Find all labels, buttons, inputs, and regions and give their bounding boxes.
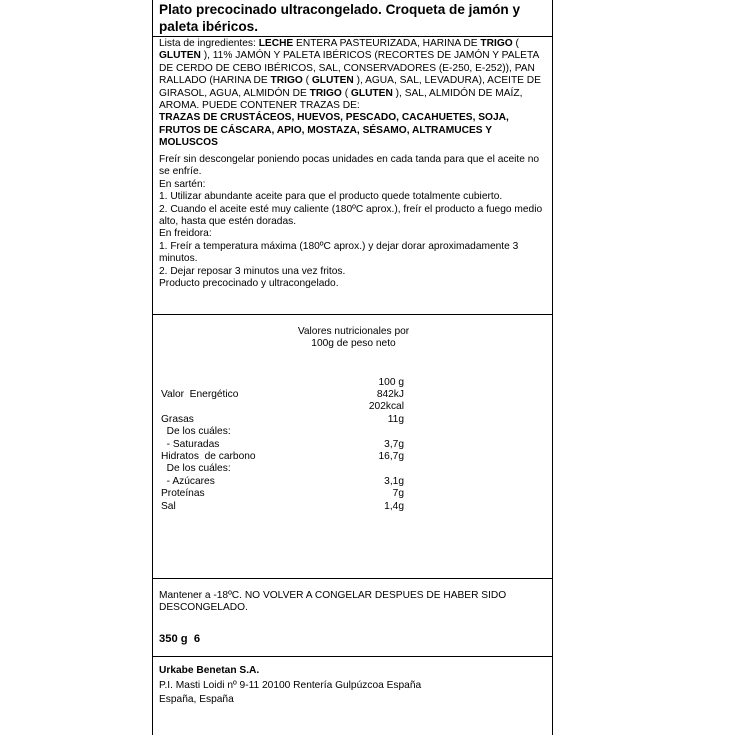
ingredient-text: ( (512, 38, 519, 49)
nutrition-heading-line2: 100g de peso neto (311, 338, 396, 350)
nutrition-label: Grasas (161, 413, 194, 425)
preparation-line: 1. Freír a temperatura máxima (180ºC aprox.) y dejar dorar aproximadamente 3 minutos. (159, 240, 519, 265)
nutrition-label: Hidratos de carbono (161, 451, 256, 462)
allergen-highlight: TRIGO (309, 87, 342, 99)
preparation-instructions (153, 154, 552, 290)
nutrition-value: 842kJ (376, 389, 404, 400)
nutrition-label: Proteínas (161, 488, 205, 500)
nutrition-label: - Saturadas (161, 438, 220, 450)
company-country: España, España (159, 694, 234, 705)
nutrition-label: - Azúcares (161, 475, 215, 487)
divider (153, 578, 552, 579)
nutrition-heading (153, 326, 554, 351)
ingredient-text: ( (302, 75, 312, 87)
ingredient-text: ( (341, 87, 351, 99)
product-title: Plato precocinado ultracongelado. Croqueta de jamón y paleta ibéricos. (159, 2, 521, 34)
nutrition-value: 202kcal (368, 401, 404, 413)
divider (153, 656, 552, 657)
nutrition-value: 3,7g (384, 438, 404, 450)
nutrition-label: Sal (161, 500, 176, 512)
ingredients-list (153, 38, 552, 150)
nutrition-label: Valor Energético (161, 389, 239, 400)
nutrition-value: 7g (392, 488, 404, 500)
preparation-line: En freidora: (159, 228, 212, 240)
nutrition-label: De los cuáles: (161, 426, 231, 438)
preparation-line: 1. Utilizar abundante aceite para que el producto quede totalmente cubierto. (159, 191, 503, 203)
ingredients-text (159, 38, 541, 111)
nutrition-label: De los cuáles: (161, 463, 231, 475)
ingredient-text: Lista de ingredientes: (159, 38, 259, 49)
unit-count: 6 (193, 633, 201, 645)
allergen-traces: TRAZAS DE CRUSTÁCEOS, HUEVOS, PESCADO, CACAHUETES, SOJA, FRUTOS DE CÁSCARA, APIO, MOSTAZA, SÉSAMO, ALTRAMUCES Y MOLUSCOS (159, 112, 509, 149)
company-info (153, 664, 552, 708)
product-label (152, 0, 553, 735)
allergen-highlight: TRIGO (480, 38, 513, 49)
company-address: P.I. Masti Loidi nº 9-11 20100 Rentería Gulpúzcoa España (159, 679, 422, 691)
preparation-line: Freír sin descongelar poniendo pocas unidades en cada tanda para que el aceite no se enfríe. (159, 154, 540, 178)
nutrition-value: 3,1g (384, 475, 404, 487)
company-name: Urkabe Benetan S.A. (159, 665, 260, 676)
allergen-highlight: TRIGO (270, 75, 303, 87)
preparation-line: 2. Cuando el aceite esté muy caliente (180ºC aprox.), freír el producto a fuego medio alto, hasta que estén doradas. (159, 203, 543, 228)
net-weight-value: 350 g (159, 633, 188, 645)
nutrition-heading-line1: Valores nutricionales por (297, 326, 410, 337)
ingredient-text: ENTERA PASTEURIZADA, HARINA DE (293, 38, 481, 49)
nutrition-value: 16,7g (378, 451, 404, 462)
nutrition-value: 11g (387, 413, 404, 425)
net-weight (153, 632, 552, 646)
allergen-highlight: LECHE (258, 38, 294, 49)
preparation-line: 2. Dejar reposar 3 minutos una vez fritos. (159, 265, 346, 277)
allergen-highlight: GLUTEN (159, 50, 201, 62)
divider (153, 314, 552, 315)
ingredient-text: ), AGUA, SAL, LEVADURA), ACEITE DE GIRASOL, AGUA, ALMIDÓN DE (159, 75, 541, 99)
preparation-line: En sartén: (159, 178, 206, 190)
divider (153, 36, 552, 37)
nutrition-column-header: 100 g (378, 377, 404, 388)
allergen-highlight: GLUTEN (350, 87, 393, 99)
storage-instructions: Mantener a -18ºC. NO VOLVER A CONGELAR DESPUES DE HABER SIDO DESCONGELADO. (159, 590, 507, 614)
preparation-line: Producto precocinado y ultracongelado. (159, 278, 339, 290)
ingredient-text: ), SAL, ALMIDÓN DE MAÍZ, AROMA. PUEDE CONTENER TRAZAS DE: (159, 87, 523, 112)
allergen-highlight: GLUTEN (311, 75, 354, 87)
nutrition-value: 1,4g (384, 500, 404, 512)
ingredient-text: ), 11% JAMÓN Y PALETA IBÉRICOS (RECORTES DE JAMÓN Y PALETA DE CERDO DE CEBO IBÉRICOS, SAL, CONSERVADORES (E-250, E-252)), PAN RALLADO (HARINA DE (159, 50, 539, 87)
